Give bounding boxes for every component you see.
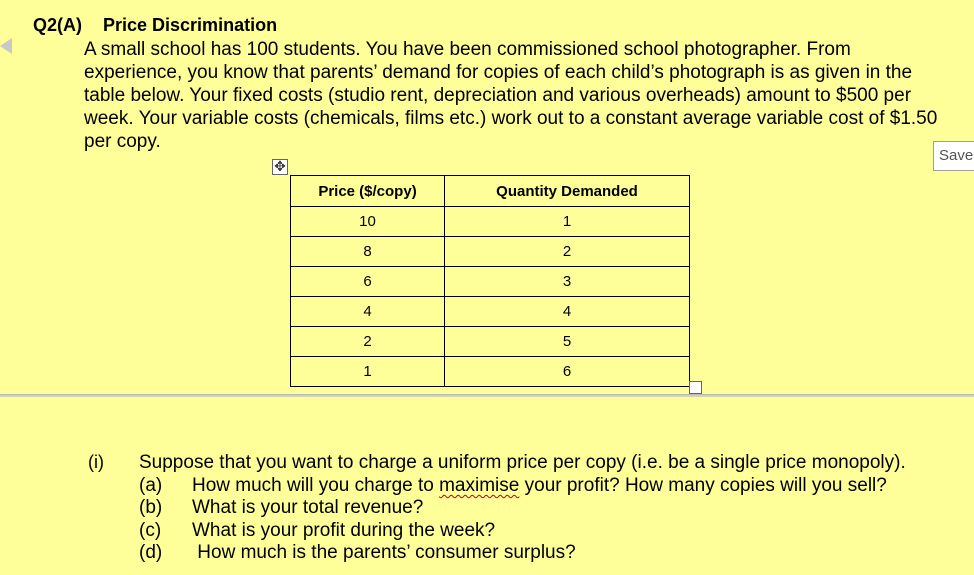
resize-handle-icon[interactable] [689, 381, 702, 394]
price-cell: 6 [291, 267, 445, 297]
subquestion-a [139, 475, 887, 497]
quantity-cell: 6 [445, 357, 690, 387]
subquestion-b [139, 497, 423, 519]
question-title: Price Discrimination [103, 15, 278, 35]
subquestion-text-start: How much will you charge to [192, 475, 440, 496]
subquestion-text-end: your profit? How many copies will you sell? [519, 475, 887, 496]
column-header-quantity: Quantity Demanded [445, 176, 690, 207]
question-intro: A small school has 100 students. You have been commissioned school photographer. From experience, you know that parents’ demand for copies of each child’s photograph is as given in the table below. Your fixed costs (studio rent, depreciation and various overheads) amount to $500 per week. Your variable costs (chemicals, films etc.) work out to a constant average variable cost of $1.50 per copy. [84, 39, 938, 152]
subquestion-d [139, 542, 576, 564]
quantity-cell: 2 [445, 237, 690, 267]
price-cell: 8 [291, 237, 445, 267]
table-row [291, 297, 690, 327]
spellcheck-flagged-word[interactable]: maximise [439, 475, 520, 496]
table-row [291, 327, 690, 357]
subquestion-c [139, 520, 495, 542]
price-cell: 4 [291, 297, 445, 327]
column-header-price: Price ($/copy) [291, 176, 445, 207]
subquestion-label: (b) [139, 497, 163, 518]
subquestion-text: What is your total revenue? [192, 497, 424, 518]
question-number: Q2(A) [33, 15, 82, 35]
part-text: Suppose that you want to charge a uniform price per copy (i.e. be a single price monopoly). [139, 452, 906, 473]
save-button[interactable]: Save [933, 141, 974, 171]
section-divider [0, 394, 974, 397]
quantity-cell: 5 [445, 327, 690, 357]
table-row [291, 357, 690, 387]
demand-table [290, 175, 690, 387]
subquestion-label: (d) [139, 542, 163, 563]
subquestion-text: What is your profit during the week? [192, 520, 496, 541]
subquestion-label: (c) [139, 520, 162, 541]
move-arrows-icon[interactable]: ✥ [272, 159, 288, 175]
table-header-row [291, 176, 690, 207]
part-label: (i) [88, 452, 104, 472]
price-cell: 1 [291, 357, 445, 387]
table-row [291, 267, 690, 297]
gutter-triangle-icon [0, 38, 12, 54]
table-row [291, 237, 690, 267]
subquestion-text: How much is the parents’ consumer surplus? [192, 542, 576, 563]
question-heading [33, 15, 277, 36]
table-row [291, 207, 690, 237]
price-cell: 10 [291, 207, 445, 237]
quantity-cell: 1 [445, 207, 690, 237]
price-cell: 2 [291, 327, 445, 357]
quantity-cell: 4 [445, 297, 690, 327]
quantity-cell: 3 [445, 267, 690, 297]
subquestion-label: (a) [139, 475, 163, 496]
